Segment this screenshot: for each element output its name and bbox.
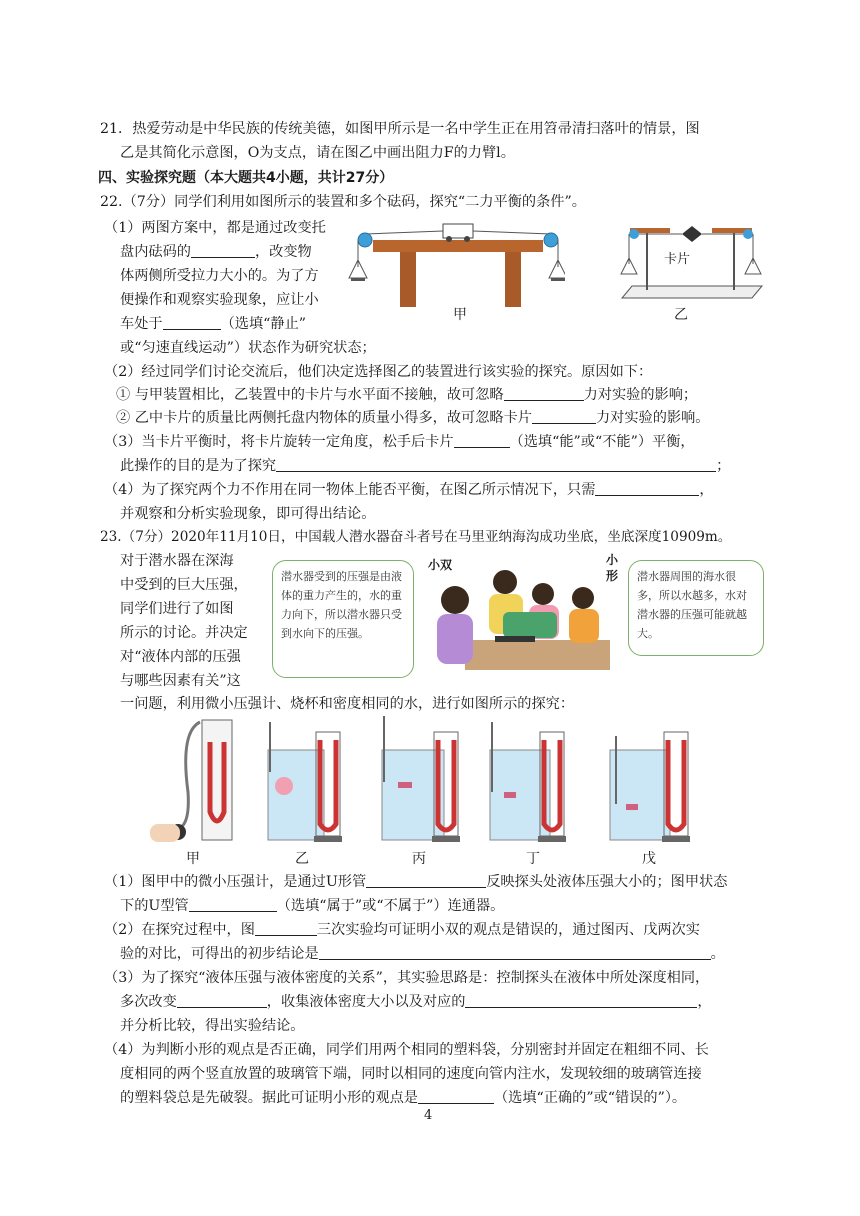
q23-side-5: 对“液体内部的压强 bbox=[120, 649, 241, 665]
answer-blank[interactable] bbox=[163, 314, 221, 330]
answer-blank[interactable] bbox=[276, 456, 716, 472]
figure-label-gauge-5: 戊 bbox=[642, 851, 656, 867]
answer-blank[interactable] bbox=[191, 242, 255, 258]
q22-intro: 22.（7分）同学们利用如图所示的装置和多个砝码，探究“二力平衡的条件”。 bbox=[100, 194, 586, 210]
q22-p1-line3: 体两侧所受拉力大小的。为了方 bbox=[120, 268, 319, 284]
q23-p3-line1: （3）为了探究“液体压强与液体密度的关系”，其实验思路是：控制探头在液体中所处深度相同， bbox=[104, 970, 710, 986]
answer-blank[interactable] bbox=[454, 432, 510, 448]
q22-p2-item1: ① 与甲装置相比，乙装置中的卡片与水平面不接触，故可忽略 力对实验的影响； bbox=[116, 387, 698, 403]
q22-p1-line2: 盘内砝码的 ，改变物 bbox=[120, 244, 312, 260]
answer-blank[interactable] bbox=[504, 385, 584, 401]
q23-p3-line3: 并分析比较，得出实验结论。 bbox=[120, 1018, 305, 1034]
q23-p4-line2: 度相同的两个竖直放置的玻璃管下端，同时以相同的速度向管内注水，发现较细的玻璃管连接 bbox=[120, 1066, 702, 1082]
answer-blank[interactable] bbox=[418, 1088, 494, 1104]
gauge-jia bbox=[150, 720, 232, 842]
answer-blank[interactable] bbox=[255, 920, 317, 936]
gauge-ding bbox=[490, 722, 566, 842]
answer-blank[interactable] bbox=[532, 408, 596, 424]
q21-line1: 21．热爱劳动是中华民族的传统美德，如图甲所示是一名中学生正在用笤帚清扫落叶的情景，图 bbox=[100, 121, 700, 137]
q22-p4-line1: （4）为了探究两个力不作用在同一物体上能否平衡，在图乙所示情况下，只需 ， bbox=[104, 482, 714, 498]
q23-p4-line3: 的塑料袋总是先破裂。据此可证明小形的观点是 （选填“正确的”或“错误的”）。 bbox=[120, 1090, 687, 1106]
gauge-yi bbox=[268, 722, 342, 842]
gauge-wu bbox=[610, 732, 690, 842]
speech-bubble-xiaoshuang: 潜水器受到的压强是由液体的重力产生的，水的重力向下，所以潜水器只受到水向下的压强。 bbox=[272, 560, 414, 678]
figure-label-jia: 甲 bbox=[453, 307, 467, 323]
q23-side-4: 所示的讨论。并决定 bbox=[120, 625, 248, 641]
q23-p1-line2: 下的U型管 （选填“属于”或“不属于”）连通器。 bbox=[120, 898, 505, 914]
speaker-xiaoshuang: 小双 bbox=[428, 558, 453, 572]
answer-blank[interactable] bbox=[189, 896, 277, 912]
q22-p2-item2: ② 乙中卡片的质量比两侧托盘内物体的质量小得多，故可忽略卡片 力对实验的影响。 bbox=[116, 410, 710, 426]
figure-label-gauge-1: 甲 bbox=[186, 851, 200, 867]
q23-p1-line1: （1）图甲中的微小压强计，是通过U形管 反映探头处液体压强大小的；图甲状态 bbox=[104, 874, 728, 890]
q22-p3-line1: （3）当卡片平衡时，将卡片旋转一定角度，松手后卡片 （选填“能”或“不能”）平衡， bbox=[104, 434, 695, 450]
answer-blank[interactable] bbox=[366, 872, 486, 888]
gauge-bing bbox=[382, 716, 460, 842]
answer-blank[interactable] bbox=[319, 944, 711, 960]
q22-p1-line4: 便操作和观察实验现象，应让小 bbox=[120, 292, 319, 308]
q23-p2-line2: 验的对比，可得出的初步结论是 。 bbox=[120, 946, 725, 962]
q23-cont: 一问题，利用微小压强计、烧杯和密度相同的水，进行如图所示的探究： bbox=[120, 696, 575, 712]
answer-blank[interactable] bbox=[465, 992, 697, 1008]
speech-bubble-xiaoxing: 潜水器周围的海水很多，所以水越多，水对潜水器的压强可能就越大。 bbox=[628, 560, 764, 656]
q23-side-1: 对于潜水器在深海 bbox=[120, 553, 234, 569]
answer-blank[interactable] bbox=[595, 480, 699, 496]
cart-apparatus-figure bbox=[345, 212, 565, 322]
q23-p3-line2: 多次改变 ，收集液体密度大小以及对应的 ， bbox=[120, 994, 712, 1010]
figure-label-gauge-3: 丙 bbox=[412, 851, 426, 867]
figure-label-gauge-2: 乙 bbox=[295, 851, 309, 867]
students-discussion-illustration bbox=[425, 570, 610, 680]
q22-p2: （2）经过同学们讨论交流后，他们决定选择图乙的装置进行该实验的探究。原因如下： bbox=[104, 364, 653, 380]
q22-p3-line2: 此操作的目的是为了探究 ； bbox=[120, 458, 731, 474]
q23-side-2: 中受到的巨大压强， bbox=[120, 577, 248, 593]
q22-p1-line6: 或“匀速直线运动”）状态作为研究状态； bbox=[120, 340, 376, 356]
q23-p2-line1: （2）在探究过程中，图 三次实验均可证明小双的观点是错误的，通过图丙、戊两次实 bbox=[104, 922, 700, 938]
q23-intro: 23.（7分）2020年11月10日，中国载人潜水器奋斗者号在马里亚纳海沟成功坐底，坐底深度10909m。 bbox=[100, 529, 732, 545]
page-number: 4 bbox=[424, 1108, 433, 1123]
card-apparatus-figure bbox=[612, 212, 772, 322]
section-heading: 四、实验探究题（本大题共4小题，共计27分） bbox=[98, 170, 394, 186]
figure-label-gauge-4: 丁 bbox=[526, 851, 540, 867]
q22-p1-line1: （1）两图方案中，都是通过改变托 bbox=[104, 220, 326, 236]
q22-p1-line5: 车处于 （选填“静止” bbox=[120, 316, 307, 332]
q21-line2: 乙是其简化示意图，O为支点，请在图乙中画出阻力F的力臂l。 bbox=[120, 145, 515, 161]
q23-p4-line1: （4）为判断小形的观点是否正确，同学们用两个相同的塑料袋，分别密封并固定在粗细不同、长 bbox=[104, 1042, 709, 1058]
q22-p4-line2: 并观察和分析实验现象，即可得出结论。 bbox=[120, 506, 376, 522]
card-label: 卡片 bbox=[664, 252, 691, 267]
figure-label-yi: 乙 bbox=[674, 307, 688, 323]
q23-side-6: 与哪些因素有关”这 bbox=[120, 673, 241, 689]
answer-blank[interactable] bbox=[177, 992, 267, 1008]
q23-side-3: 同学们进行了如图 bbox=[120, 601, 234, 617]
speaker-xiaoxing: 小形 bbox=[606, 553, 619, 583]
pressure-gauge-figures bbox=[140, 712, 720, 872]
